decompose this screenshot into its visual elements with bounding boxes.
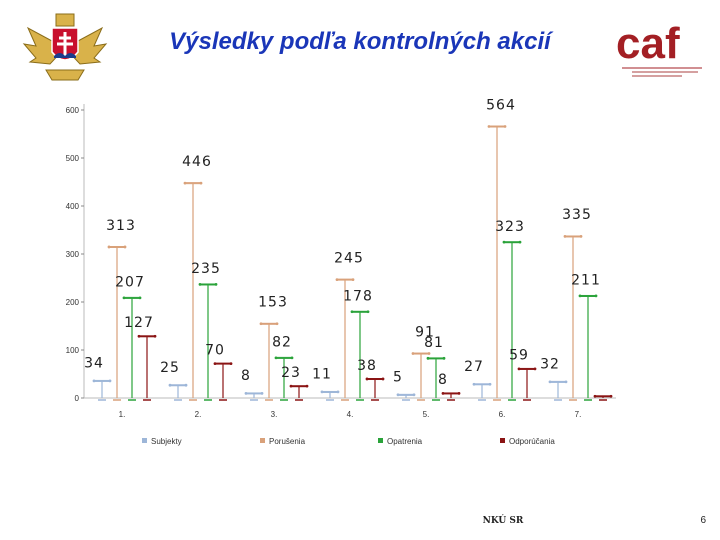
bar-marker-cap bbox=[413, 393, 416, 396]
y-tick-label: 600 bbox=[65, 106, 79, 115]
y-tick-label: 300 bbox=[65, 250, 79, 259]
bar-marker-cap bbox=[275, 356, 278, 359]
y-tick-label: 400 bbox=[65, 202, 79, 211]
bar-marker-cap bbox=[199, 283, 202, 286]
bar-marker-cap bbox=[565, 380, 568, 383]
bar-marker bbox=[579, 295, 597, 297]
bar-marker-cap bbox=[519, 241, 522, 244]
data-label: 59 bbox=[509, 347, 529, 364]
bar-marker-cap bbox=[367, 310, 370, 313]
bar-marker bbox=[184, 182, 202, 184]
bar-marker-cap bbox=[138, 335, 141, 338]
data-label: 235 bbox=[191, 261, 221, 278]
data-label: 323 bbox=[495, 218, 525, 235]
bar-marker-cap bbox=[109, 379, 112, 382]
bar-marker bbox=[290, 385, 308, 387]
data-label: 81 bbox=[424, 335, 444, 352]
bar-marker-cap bbox=[185, 384, 188, 387]
legend-label: Opatrenia bbox=[387, 437, 423, 446]
bar-marker-cap bbox=[184, 182, 187, 185]
bar-marker-cap bbox=[352, 278, 355, 281]
data-label: 335 bbox=[562, 207, 592, 224]
data-label: 8 bbox=[241, 368, 251, 385]
data-label: 564 bbox=[486, 97, 516, 114]
bar-marker bbox=[169, 385, 187, 387]
bar-marker-cap bbox=[214, 362, 217, 365]
bar-marker-cap bbox=[306, 385, 309, 388]
bar-marker-cap bbox=[594, 395, 597, 398]
data-label: 5 bbox=[393, 369, 403, 386]
bar-marker-cap bbox=[260, 322, 263, 325]
bar-marker-cap bbox=[245, 392, 248, 395]
bar-marker bbox=[214, 363, 232, 365]
y-tick-label: 200 bbox=[65, 298, 79, 307]
bar-marker-cap bbox=[549, 380, 552, 383]
x-tick-label: 3. bbox=[270, 410, 278, 419]
bar-marker-cap bbox=[458, 392, 461, 395]
bar-marker bbox=[442, 393, 460, 395]
data-label: 446 bbox=[182, 153, 212, 170]
bar-marker-cap bbox=[412, 352, 415, 355]
bar-marker-cap bbox=[428, 352, 431, 355]
bar-marker-cap bbox=[397, 393, 400, 396]
bar-marker bbox=[108, 246, 126, 248]
data-label: 127 bbox=[124, 315, 154, 332]
bar-marker bbox=[366, 378, 384, 380]
bar-marker-cap bbox=[534, 367, 537, 370]
bar-marker bbox=[488, 126, 506, 128]
data-label: 34 bbox=[84, 355, 104, 372]
bar-marker bbox=[336, 279, 354, 281]
caf-logo-text: caf bbox=[616, 19, 680, 68]
footer-label: NKÚ SR bbox=[482, 516, 524, 526]
bar-marker bbox=[351, 311, 369, 313]
bar-marker-cap bbox=[442, 392, 445, 395]
bar-marker bbox=[473, 384, 491, 386]
x-tick-label: 5. bbox=[422, 410, 430, 419]
data-label: 313 bbox=[106, 217, 136, 234]
x-tick-label: 2. bbox=[194, 410, 202, 419]
data-label: 153 bbox=[258, 294, 288, 311]
bar-marker-cap bbox=[336, 278, 339, 281]
bar-marker bbox=[199, 284, 217, 286]
bar-marker-cap bbox=[564, 235, 567, 238]
x-tick-label: 4. bbox=[346, 410, 354, 419]
bar-marker-cap bbox=[518, 367, 521, 370]
data-label: 91 bbox=[415, 324, 435, 341]
bar-marker bbox=[518, 368, 536, 370]
data-label: 178 bbox=[343, 288, 373, 305]
bar-marker-cap bbox=[124, 246, 127, 249]
x-tick-label: 7. bbox=[574, 410, 582, 419]
bar-marker-cap bbox=[443, 357, 446, 360]
legend-label: Subjekty bbox=[151, 437, 182, 446]
bar-marker bbox=[503, 241, 521, 243]
bar-marker bbox=[397, 394, 415, 396]
data-label: 32 bbox=[540, 356, 560, 373]
bar-marker-cap bbox=[473, 383, 476, 386]
bar-marker-cap bbox=[93, 379, 96, 382]
bar-marker-cap bbox=[595, 295, 598, 298]
data-label: 25 bbox=[160, 360, 180, 376]
bar-marker-cap bbox=[169, 384, 172, 387]
bar-marker bbox=[138, 336, 156, 338]
x-tick-label: 6. bbox=[498, 410, 506, 419]
legend-swatch bbox=[260, 438, 265, 443]
bar-marker-cap bbox=[382, 378, 385, 381]
data-label: 27 bbox=[464, 359, 484, 376]
bar-marker-cap bbox=[139, 296, 142, 299]
bar-marker-cap bbox=[261, 392, 264, 395]
bar-marker-cap bbox=[504, 125, 507, 128]
legend-swatch bbox=[378, 438, 383, 443]
page-number: 6 bbox=[700, 515, 706, 526]
bar-marker-cap bbox=[579, 295, 582, 298]
bar-marker bbox=[260, 323, 278, 325]
bar-marker-cap bbox=[580, 235, 583, 238]
legend-swatch bbox=[142, 438, 147, 443]
data-label: 207 bbox=[115, 274, 145, 291]
bar-marker bbox=[427, 358, 445, 360]
bar-marker-cap bbox=[503, 241, 506, 244]
bar-marker-cap bbox=[123, 296, 126, 299]
bar-marker-cap bbox=[200, 182, 203, 185]
bar-marker-cap bbox=[154, 335, 157, 338]
bar-marker bbox=[594, 396, 612, 398]
bar-marker-cap bbox=[337, 391, 340, 394]
y-tick-label: 100 bbox=[65, 346, 79, 355]
bar-marker bbox=[549, 381, 567, 383]
y-tick-label: 0 bbox=[74, 394, 79, 403]
bar-marker bbox=[321, 391, 339, 393]
bar-marker-cap bbox=[108, 246, 111, 249]
data-label: 8 bbox=[438, 372, 448, 389]
bar-marker bbox=[93, 380, 111, 382]
bar-marker bbox=[275, 357, 293, 359]
legend-label: Odporúčania bbox=[509, 437, 555, 446]
data-label: 245 bbox=[334, 250, 364, 267]
data-label: 11 bbox=[312, 366, 332, 383]
bar-marker bbox=[564, 236, 582, 238]
bar-marker-cap bbox=[215, 283, 218, 286]
bar-marker-cap bbox=[321, 391, 324, 394]
bar-marker-cap bbox=[351, 310, 354, 313]
x-tick-label: 1. bbox=[118, 410, 126, 419]
data-label: 38 bbox=[357, 357, 377, 374]
data-label: 23 bbox=[281, 364, 301, 381]
bar-marker-cap bbox=[290, 385, 293, 388]
page-title: Výsledky podľa kontrolných akcií bbox=[169, 28, 551, 55]
legend-label: Porušenia bbox=[269, 437, 306, 446]
legend-swatch bbox=[500, 438, 505, 443]
data-label: 211 bbox=[571, 272, 601, 289]
bar-marker-cap bbox=[488, 125, 491, 128]
y-tick-label: 500 bbox=[65, 154, 79, 163]
bar-marker-cap bbox=[610, 395, 613, 398]
bar-marker bbox=[412, 353, 430, 355]
bar-marker-cap bbox=[230, 362, 233, 365]
bar-marker bbox=[123, 297, 141, 299]
bar-marker-cap bbox=[291, 356, 294, 359]
bar-marker bbox=[245, 393, 263, 395]
bar-marker-cap bbox=[276, 322, 279, 325]
bar-marker-cap bbox=[489, 383, 492, 386]
data-label: 70 bbox=[205, 342, 225, 359]
bar-marker-cap bbox=[427, 357, 430, 360]
data-label: 82 bbox=[272, 334, 292, 351]
bar-marker-cap bbox=[366, 378, 369, 381]
